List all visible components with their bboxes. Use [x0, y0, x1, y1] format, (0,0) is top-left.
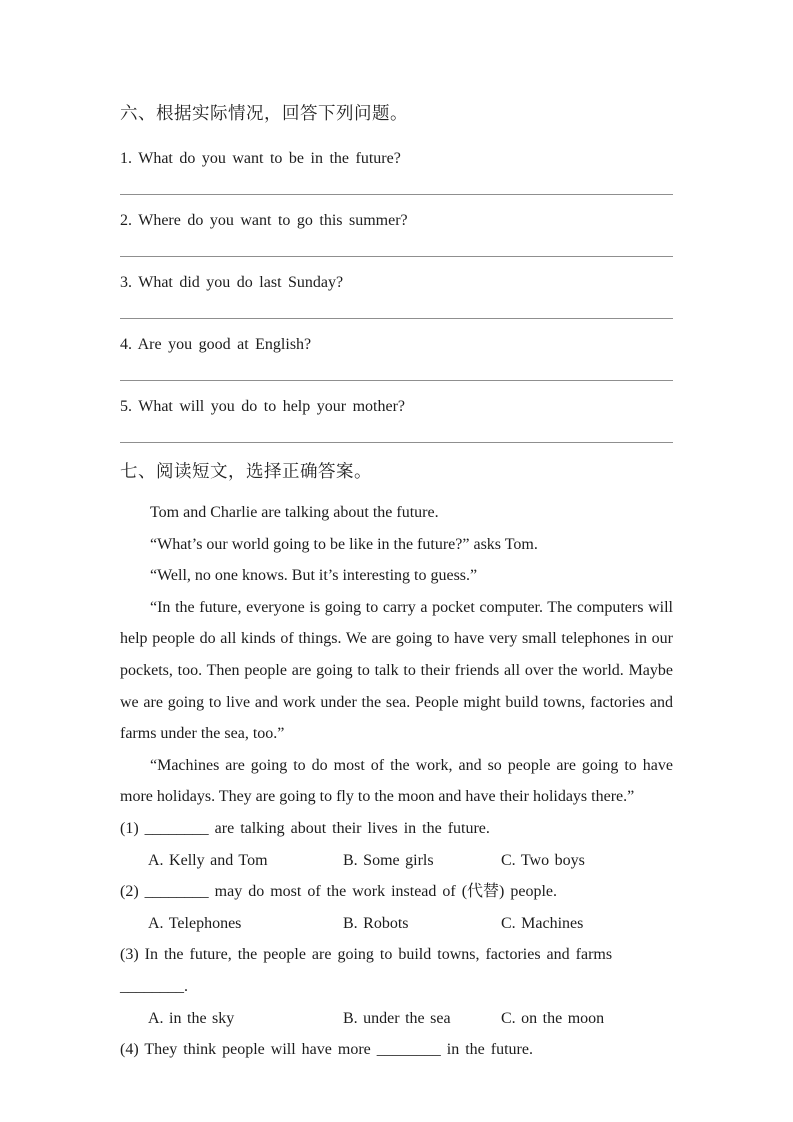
mcq-item-4 — [120, 1034, 673, 1066]
options-row-3 — [120, 1003, 673, 1035]
section-7-body — [120, 497, 673, 1066]
options-row-2 — [120, 908, 673, 940]
options-row-1 — [120, 845, 673, 877]
question-text-4: 4. Are you good at English? — [120, 336, 312, 353]
question-text-3: 3. What did you do last Sunday? — [120, 274, 344, 291]
passage-paragraph-3: “Well, no one knows. But it’s interesting to guess.” — [150, 567, 478, 585]
passage-paragraph-1: Tom and Charlie are talking about the future. — [150, 504, 439, 521]
answer-blank-line-2 — [120, 256, 673, 257]
answer-blank-line-4 — [120, 380, 673, 381]
option-1-c: C. Two boys — [501, 851, 585, 869]
mcq-stem-2: (2) ________ may do most of the work instead of (代替) people. — [120, 883, 558, 901]
mcq-stem-1: (1) ________ are talking about their lives in the future. — [120, 819, 490, 837]
mcq-stem-4: (4) They think people will have more ________ in the future. — [120, 1041, 533, 1059]
qa-item-1 — [120, 148, 673, 195]
question-text-5: 5. What will you do to help your mother? — [120, 398, 405, 415]
mcq-item-3 — [120, 939, 673, 1034]
mcq-stem-3: (3) In the future, the people are going to build towns, factories and farms ________. — [120, 946, 613, 995]
option-3-a: A. in the sky — [148, 1009, 235, 1027]
mcq-item-2 — [120, 876, 673, 939]
answer-blank-line-3 — [120, 318, 673, 319]
qa-item-3 — [120, 272, 673, 319]
option-2-b: B. Robots — [343, 914, 409, 932]
option-1-b: B. Some girls — [343, 851, 434, 869]
option-3-b: B. under the sea — [343, 1009, 451, 1027]
passage-paragraph-5: “Machines are going to do most of the work, and so people are going to have more holidays. They are going to fly to the moon and have their holidays there.” — [120, 756, 673, 806]
option-2-c: C. Machines — [501, 914, 584, 932]
question-text-1: 1. What do you want to be in the future? — [120, 150, 401, 167]
section-7-heading: 七、阅读短文，选择正确答案。 — [120, 462, 372, 482]
passage-paragraph-4: “In the future, everyone is going to carry a pocket computer. The computers will help people do all kinds of things. We are going to have very small telephones in our pockets, too. Then people are going to talk to their friends all over the world. Maybe we are going to live and work under the sea. People might build towns, factories and farms under the sea, too.” — [120, 598, 673, 743]
question-text-2: 2. Where do you want to go this summer? — [120, 212, 408, 229]
section-6-heading: 六、根据实际情况，回答下列问题。 — [120, 104, 408, 124]
option-3-c: C. on the moon — [501, 1009, 605, 1027]
answer-blank-line-1 — [120, 194, 673, 195]
qa-item-4 — [120, 334, 673, 381]
qa-item-5 — [120, 396, 673, 443]
option-1-a: A. Kelly and Tom — [148, 851, 268, 869]
answer-blank-line-5 — [120, 442, 673, 443]
qa-item-2 — [120, 210, 673, 257]
reading-passage — [120, 497, 673, 813]
mcq-item-1 — [120, 813, 673, 876]
option-2-a: A. Telephones — [148, 914, 242, 932]
passage-paragraph-2: “What’s our world going to be like in the future?” asks Tom. — [150, 535, 538, 553]
